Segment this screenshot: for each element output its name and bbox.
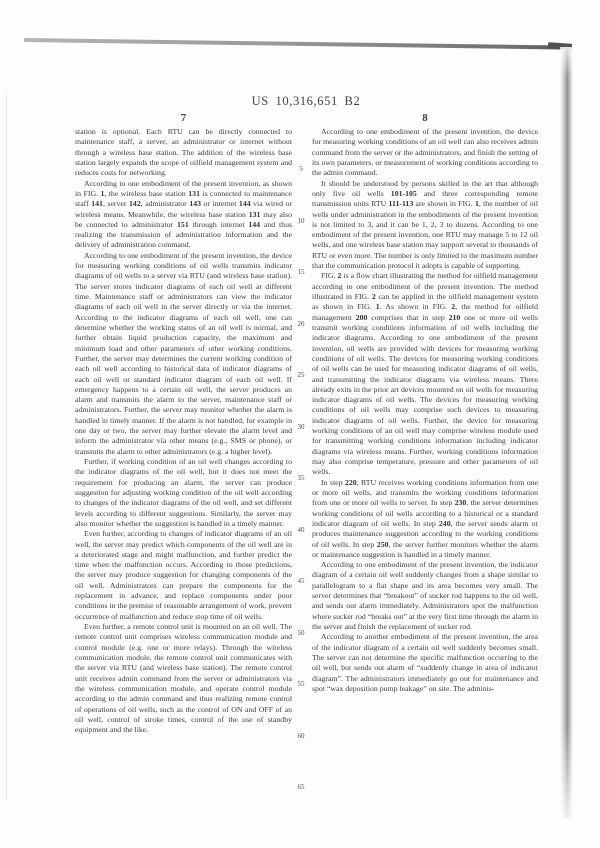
page-top-edge-line bbox=[24, 38, 561, 49]
paragraph: According to one embodiment of the present invention, the device for measuring working conditions of oil wells transmits indicator diagrams of oil wells to a server via RTU (and wireless base station). The server stores indicator diagrams of each oil well at different time. Maintenance staff or administrators can view the indicator diagrams of each oil well in the server directly or via the internet. According to the indicator diagrams of each oil well, one can determine whether the working status of an oil well is normal, and further obtain liquid production capacity, the maximum and minimum load and other parameters of other working conditions. Further, the server may determines the current working condition of each oil well according to historical data of indicator diagrams of each oil well or standard indicator diagram of each oil well. If emergency happens to a certain oil well, the server produces an alarm and transmits the alarm to the server, maintenance staff or administrators. Further, the server may monitor whether the alarm is handled in timely manner. If the alarm is not handled, for example in one day or two, the server may further elevate the alarm level and inform the administrator via other means (e.g., SMS or phone), or transmits the alarm to other administrators (e.g. a higher level). bbox=[75, 250, 292, 456]
line-number: 45 bbox=[297, 577, 305, 585]
line-number: 35 bbox=[297, 474, 305, 482]
paragraph: Even further, according to changes of indicator diagrams of an oil well, the server may predict which components of the oil well are in a deteriorated stage and might malfunction, and further predict the time when the malfunction occurs. According to those predictions, the server may produce suggestion for changing components of the oil well. Administrators can prepare the components for the replacement in advance, and replace components under poor conditions in the premise of reasonable arrangement of work, prevent occurrence of malfunction and reduce stop time of oil wells. bbox=[75, 529, 292, 621]
paragraph: In step 220, RTU receives working conditions information from one or more oil wells, and transmits the working conditions information from one or more oil wells to server. In step 230, the server determines working conditions of oil wells according to a historical or a standard indicator diagram of oil wells. In step 240, the server sends alarm or produces maintenance suggestion according to the working conditions of oil wells. In step 250, the server further monitors whether the alarm or maintenance suggestion is handled in a timely manner. bbox=[312, 477, 538, 559]
page-right-edge-shadow bbox=[560, 47, 573, 819]
line-number: 65 bbox=[297, 783, 305, 791]
paragraph: According to one embodiment of the present invention, the indicator diagram of a certain oil well suddenly changes from a shape similar to parallelogram to a flat shape and its area becomes very small. The server determines that “breakout” of sucker rod happens to the oil well, and sends out alarm immediately. Administrators spot the malfunction where sucker rod “breaks out” at the very first time through the alarm in the server and finish the replacement of sucker rod. bbox=[312, 560, 538, 631]
paragraph: It should be understood by persons skilled in the art that although only five oil wells 101-105 and three corresponding remote transmission units RTU 111-113 are shown in FIG. 1, the number of oil wells under administration in the embodiments of the present invention is not limited to 3, and it can be 1, 2, 3 to dozens. According to one embodiment of the present invention, one RTU may manage 5 to 12 oil wells, and one wireless base station may support several to thousands of RTU or even more. The number is only limited to the maximum number that the communication protocol it adopts is capable of supporting. bbox=[312, 178, 538, 271]
line-number: 25 bbox=[297, 371, 305, 379]
line-number: 15 bbox=[297, 268, 305, 276]
line-number: 55 bbox=[297, 680, 305, 688]
column-page-number-right: 8 bbox=[422, 112, 428, 124]
text-column-right bbox=[312, 127, 538, 815]
line-number: 5 bbox=[299, 165, 303, 173]
paragraph: Even further, a remote control unit is mounted on an oil well. The remote control unit comprises wireless communication module and control module (e.g. one or more relays). Through the wireless communication module, the remote control unit communicates with the server via RTU (and wireless base station). The remote control unit receives admin command from the server or administrators via the wireless communication module, and operate control module according to the admin command and thus realizing remote control of operations of oil wells, such as the control of ON and OFF of an oil well, control of stroke times, control of the use of standby equipment and the like. bbox=[75, 622, 292, 735]
line-number-gutter bbox=[292, 165, 310, 815]
page-left-edge-line bbox=[6, 90, 7, 800]
paragraph: According to another embodiment of the present invention, the area of the indicator diagram of a certain oil well suddenly becomes small. The server can not determine the specific malfunction occurring to the oil well, but sends out alarm of “suddenly change in area of indicator diagram”. The administrators immediately go out for maintenance and spot “wax deposition pump leakage” on site. The adminis- bbox=[312, 632, 538, 693]
line-number: 10 bbox=[297, 216, 305, 225]
paragraph: FIG. 2 is a flow chart illustrating the method for oilfield management according to one embodiment of the present invention. The method illustrated in FIG. 2 can be applied in the oilfield management system as shown in FIG. 1. As shown in FIG. 2, the method for oilfield management 200 comprises that in step 210 one or more oil wells transmit working conditions information of oil wells including the indicator diagrams. According to one embodiment of the present invention, oil wells are provided with devices for measuring working conditions of oil wells. The devices for measuring working conditions of oil wells can be used for measuring indicator diagrams of oil wells, and transmitting the indicator diagrams via wireless means. There already exits in the prior art devices mounted on oil wells for measuring indicator diagrams of oil wells. The devices for measuring working conditions of oil wells may comprise such devices to measuring indicator diagrams of oil wells. Further, the device for measuring working conditions of an oil well may comprise wireless module used for transmitting working conditions information including indicator diagrams via wireless means. Further, working conditions information may also comprise temperature, pressure and other parameters of oil wells. bbox=[312, 271, 538, 477]
line-number: 30 bbox=[297, 422, 305, 431]
line-number: 20 bbox=[297, 319, 305, 328]
text-column-left bbox=[75, 127, 292, 815]
line-number: 50 bbox=[297, 628, 305, 637]
line-number: 40 bbox=[297, 525, 305, 534]
paragraph: Further, if working condition of an oil well changes according to the indicator diagrams of the oil well, but it does not meet the requirement for producing an alarm, the server can produce suggestion for adjusting working condition of the oil well according to changes of the indicator diagrams of the oil well, and set different levels according to different suggestions. Similarly, the server may also monitor whether the suggestion is handled in a timely manner. bbox=[75, 457, 292, 528]
line-number: 60 bbox=[297, 731, 305, 740]
patent-number-header: US 10,316,651 B2 bbox=[251, 94, 361, 108]
paragraph: According to one embodiment of the present invention, as shown in FIG. 1, the wireless base station 131 is connected to maintenance staff 141, server 142, administrator 143 or internet 144 via wired or wireless means. Meanwhile, the wireless base station 131 may also be connected to administrator 151 through internet 144 and thus realizing the transmission of administration information and the delivery of administration command. bbox=[75, 178, 292, 250]
paragraph: According to one embodiment of the present invention, the device for measuring working conditions of an oil well can also receives admin command from the server or the administrators, and finish the setting of its own parameters, or measurement of working conditions according to the admin command. bbox=[312, 127, 538, 178]
paragraph: station is optional. Each RTU can be directly connected to maintenance staff, a server, an administrator or internet without through a wireless base station. The addition of the wireless base station largely expands the scope of oilfield management system and reduces costs for networking. bbox=[75, 127, 292, 178]
column-page-number-left: 7 bbox=[180, 112, 187, 124]
